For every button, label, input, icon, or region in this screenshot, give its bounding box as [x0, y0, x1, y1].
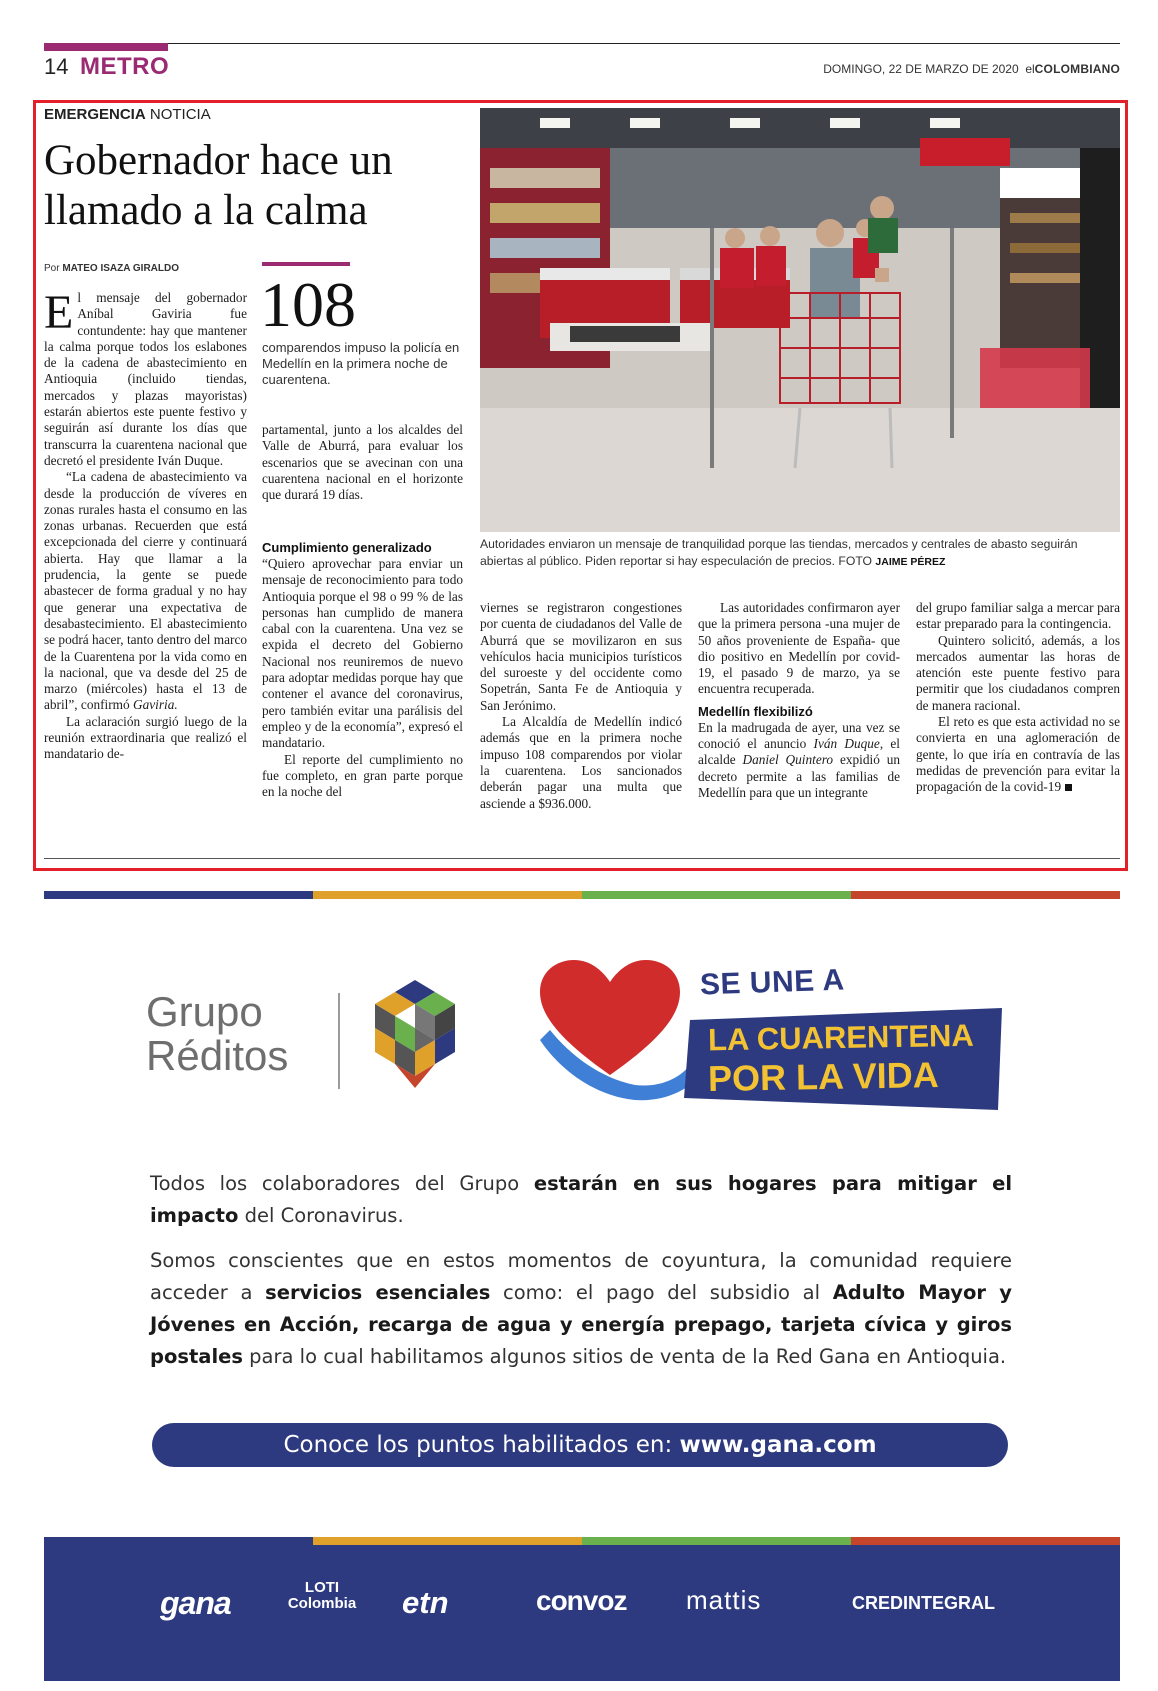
section-name: METRO: [80, 53, 170, 80]
paragraph: [44, 286, 247, 469]
ad-text-bold: estarán en sus hogares para mitigar el impacto: [150, 1172, 1013, 1227]
kicker-strong: EMERGENCIA: [44, 106, 146, 123]
paper-name: COLOMBIANO: [1034, 62, 1120, 76]
campaign-line-1: SE UNE A: [699, 963, 846, 1002]
paragraph-text: , el alcalde: [698, 736, 901, 768]
article-column-2-bottom: [262, 534, 463, 800]
kicker-light: NOTICIA: [149, 106, 211, 123]
stripe-segment: [44, 1537, 313, 1545]
logo-line-1: Grupo: [146, 988, 263, 1035]
logo-divider: [338, 993, 340, 1089]
ad-text-bold: servicios esenciales: [265, 1281, 491, 1304]
issue-date: DOMINGO, 22 DE MARZO DE 2020: [823, 62, 1019, 76]
grupo-reditos-logo-text: [146, 990, 288, 1078]
paper-prefix: el: [1025, 62, 1035, 76]
dateline: [760, 62, 1120, 76]
photo-caption: [480, 536, 1120, 571]
photo-illustration: [480, 108, 1120, 532]
paragraph: [916, 714, 1120, 795]
top-rule: [44, 43, 1120, 44]
article-column-4: [698, 600, 900, 801]
headline: Gobernador hace un llamado a la calma: [44, 137, 393, 234]
ad-text: Somos conscientes que en estos momentos de coyuntura, la comunidad requiere acceder a: [150, 1249, 1012, 1304]
article-bottom-rule: [44, 858, 1120, 859]
end-of-article-mark: [1065, 784, 1072, 791]
stat-accent-bar: [262, 262, 350, 266]
advert-paragraph-1: [150, 1168, 1012, 1232]
ad-text-bold: Adulto Mayor y Jóvenes en Acción, recarga de agua y energía prepago, tarjeta cívica y giros postales: [150, 1281, 1012, 1368]
brand-gana-logo: gana: [160, 1585, 231, 1621]
campaign-line-3: POR LA VIDA: [707, 1053, 940, 1100]
article-column-2-top: [262, 422, 463, 503]
paragraph-text: “La cadena de abastecimiento va desde la producción de víveres en zonas rurales hasta el consumo en las zonas urbanas. Recuerden que está excepcionada del cierre y continuará abierta. Hay que llamar a la prudencia, la gente se puede abastecer de forma gradual y no hay que generar una expectativa de desabastecimiento. El abastecimiento se podrá hacer, tanto dentro del marco de la Cuarentena por la vida como en la nacional, que va desde del 25 de marzo (miércoles) hasta el 13 de abril”, confirmó: [44, 469, 247, 713]
paragraph: partamental, junto a los alcaldes del Valle de Aburrá, para evaluar los escenarios que se avecinan con una cuarentena nacional en el horizonte que durará 19 días.: [262, 422, 463, 503]
caption-text: Autoridades enviaron un mensaje de tranquilidad porque las tiendas, mercados y centrales de abasto seguirán abiertas al público. Piden reportar si hay especulación de precios.: [480, 537, 1078, 568]
kicker: [44, 106, 211, 123]
advert-paragraph-2: [150, 1245, 1012, 1373]
footer-stripe: [44, 1537, 1120, 1545]
paragraph: [44, 469, 247, 713]
paragraph: Las autoridades confirmaron ayer que la primera persona -una mujer de 50 años proveniente de España- que dio positivo en Medellín por covid-19, el pasado 9 de marzo, ya se encuentra recuperada.: [698, 600, 900, 697]
stat-number: 108: [260, 269, 356, 340]
paragraph-text: expidió un decreto permite a las familias de Medellín para que un integrante: [698, 752, 900, 800]
italic-name: Iván Duque: [813, 736, 880, 752]
supermarket-photo: [480, 108, 1120, 532]
subheading: Cumplimiento generalizado: [262, 540, 432, 555]
stat-description: comparendos impuso la policía en Medellín en la primera noche de cuarentena.: [262, 340, 460, 387]
campaign-badge: [540, 960, 1005, 1110]
byline-prefix: Por: [44, 263, 60, 274]
stripe-segment: [44, 891, 313, 899]
paragraph: “Quiero aprovechar para enviar un mensaje de reconocimiento para todo Antioquia porque el 98 o 99 % de las personas han cumplido de manera cabal con la cuarentena. Una vez se expida el decreto del Gobierno Nacional nos reuniremos de nuevo para adoptar medidas porque hay que contener el avance del coronavirus, pero también evitar una parálisis del empleo y de la economía”, expresó el mandatario.: [262, 556, 463, 751]
stripe-segment: [582, 1537, 851, 1545]
drop-cap: E: [44, 286, 74, 339]
paragraph-text: En la madrugada de ayer, una vez se conoció el anuncio: [698, 719, 900, 752]
brand-loti-logo: LOTI Colombia: [287, 1579, 357, 1612]
brand-mattis-logo: mattis: [686, 1585, 762, 1615]
ad-text: como: el pago del subsidio al: [503, 1281, 821, 1304]
ad-text: Todos los colaboradores del Grupo: [150, 1172, 520, 1195]
ad-text: para lo cual habilitamos algunos sitios de venta de la Red Gana en Antioquia.: [249, 1345, 1007, 1368]
stripe-segment: [582, 891, 851, 899]
paragraph: viernes se registraron congestiones por cuenta de ciudadanos del Valle de Aburrá que se movilizaron en sus vehículos hacia municipios turísticos del suroeste y del occidente como Sopetrán, Santa Fe de Antioquia y San Jerónimo.: [480, 600, 682, 713]
paragraph: El reporte del cumplimiento no fue completo, en gran parte porque en la noche del: [262, 751, 463, 800]
paragraph: La Alcaldía de Medellín indicó además que en la primera noche impuso 108 comparendos por violar la cuarentena. Los sancionados deberán pagar una multa que asciende a $936.000.: [480, 714, 682, 811]
logo-line-2: Réditos: [146, 1032, 289, 1079]
brand-etn-logo: etn: [402, 1585, 449, 1620]
section-color-bar: [44, 43, 168, 51]
stripe-segment: [851, 891, 1120, 899]
stripe-segment: [313, 891, 582, 899]
campaign-line-2: LA CUARENTENA: [707, 1017, 975, 1058]
paragraph: Quintero solicitó, además, a los mercados aumentar las horas de atención este puente festivo para permitir que los ciudadanos compren de manera racional.: [916, 632, 1120, 713]
stripe-segment: [313, 1537, 582, 1545]
color-stripe: [44, 891, 1120, 899]
article-column-3: [480, 600, 682, 812]
subheading: Medellín flexibilizó: [698, 703, 813, 719]
paragraph: La aclaración surgió luego de la reunión extraordinaria que realizó el mandatario de-: [44, 713, 247, 762]
cta-banner[interactable]: [152, 1423, 1008, 1467]
paragraph-text: El reto es que esta actividad no se convierta en una aglomeración de gente, lo que iría en contravía de las medidas de prevención para evitar la propagación de la covid-19: [916, 714, 1120, 795]
brand-convoz-logo: convoz: [536, 1585, 627, 1616]
credit-prefix: FOTO: [838, 554, 873, 568]
ad-text: del Coronavirus.: [244, 1204, 404, 1227]
article-column-5: [916, 600, 1120, 796]
photo-credit: JAIME PÉREZ: [875, 556, 946, 568]
cta-text: Conoce los puntos habilitados en:: [283, 1432, 673, 1458]
quote-attribution: Gaviria.: [133, 697, 178, 713]
page-number: 14: [44, 54, 69, 79]
italic-name: Daniel Quintero: [742, 752, 834, 768]
stripe-segment: [851, 1537, 1120, 1545]
cta-link[interactable]: www.gana.com: [679, 1432, 877, 1458]
grupo-reditos-cube-icon: [355, 980, 475, 1100]
paragraph-text: l mensaje del gobernador Aníbal Gaviria fue contundente: hay que mantener la calma porque todos los eslabones de la cadena de abastecimiento en Antioquia (incluido tiendas, mercados y plazas mayoristas) estarán abiertos este puente festivo y seguirán así durante los días que transcurra la cuarentena nacional que decretó el presidente Iván Duque.: [44, 290, 247, 468]
article-column-1: [44, 286, 247, 763]
byline: [44, 263, 179, 274]
paragraph: [698, 720, 900, 801]
brand-credintegral-logo: CREDINTEGRAL: [852, 1593, 995, 1613]
paragraph: del grupo familiar salga a mercar para estar preparado para la contingencia.: [916, 600, 1120, 632]
byline-author: MATEO ISAZA GIRALDO: [62, 263, 180, 274]
